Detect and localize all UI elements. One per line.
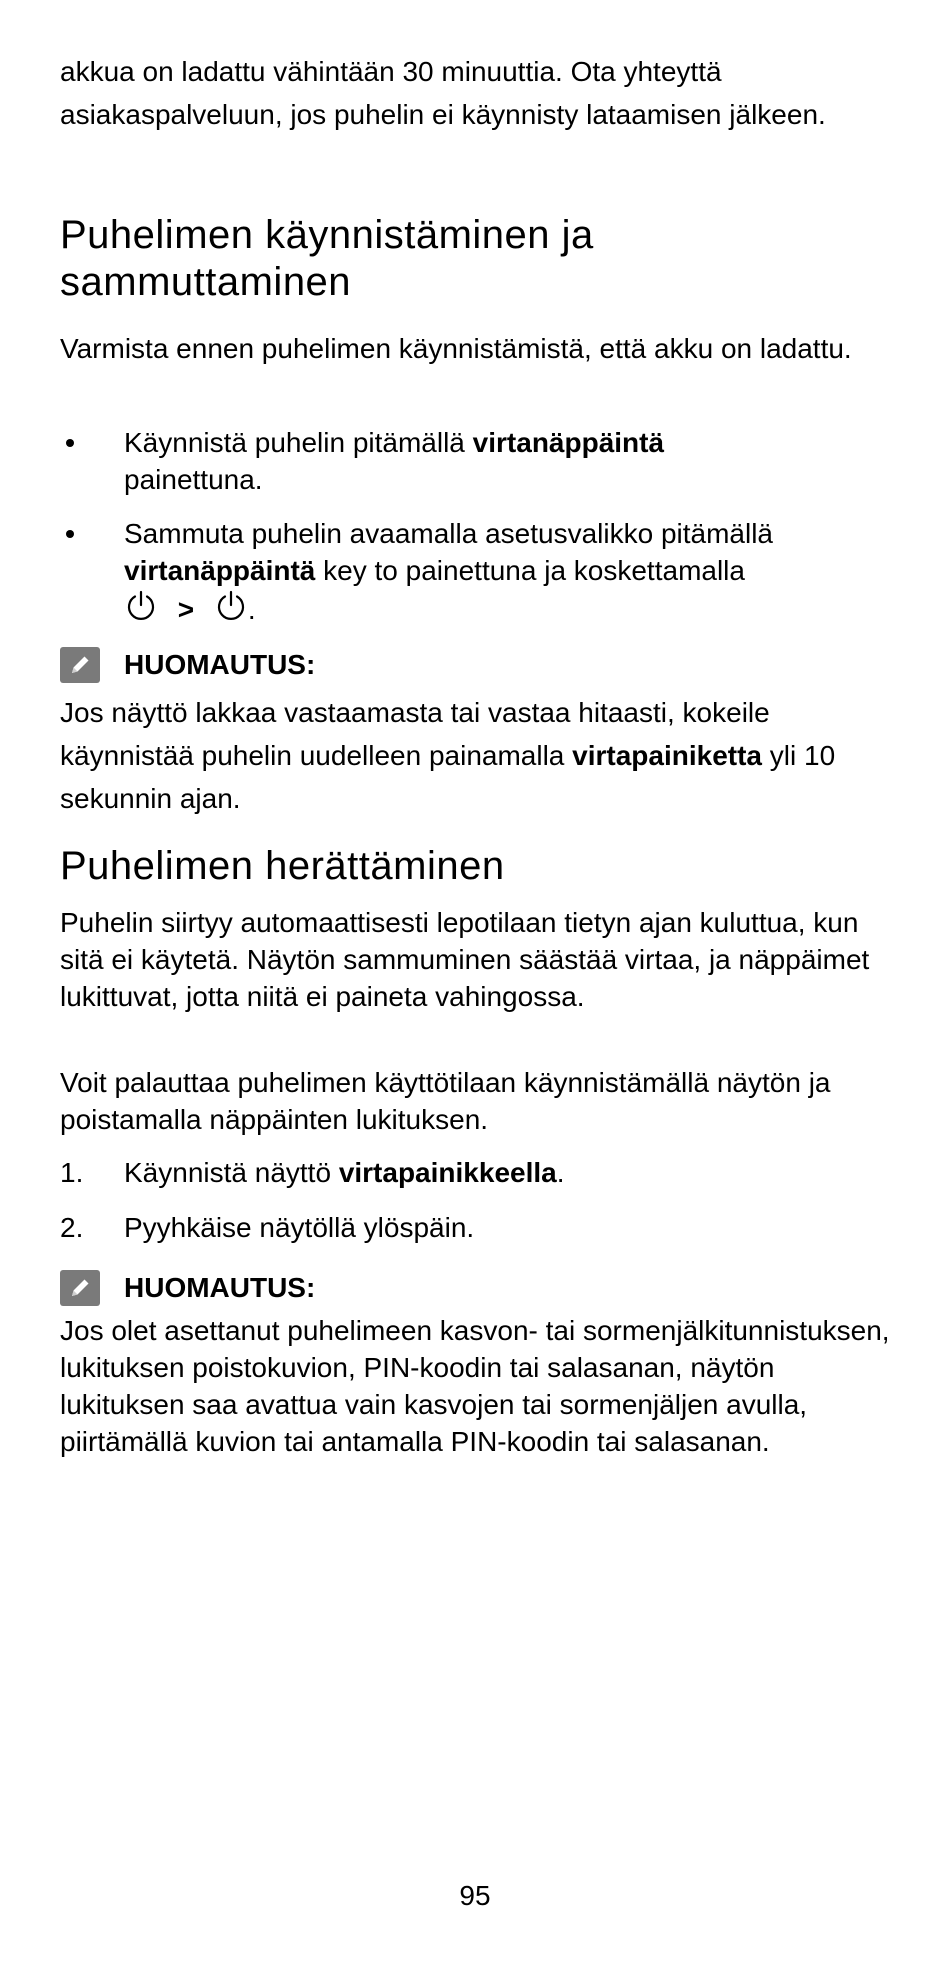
page-number: 95 [459,1880,491,1911]
bullet-dot [66,439,74,447]
note-title: HUOMAUTUS: [124,1272,316,1303]
note-paragraph [60,691,870,820]
bullet-text: . [247,594,256,625]
step-item [60,1154,890,1191]
power-icon [214,589,248,632]
bullet-item-power-off [60,515,890,632]
bullet-dot [66,530,74,538]
arrow-separator: > [177,594,195,625]
note-header [60,1268,315,1308]
step-number: 2. [60,1212,84,1243]
section-heading-line1: Puhelimen käynnistäminen ja [60,213,594,257]
bullet-text: Käynnistä puhelin pitämällä [124,427,473,458]
note-bold-term: virtapainiketta [572,740,763,771]
note-paragraph: Jos olet asettanut puhelimeen kasvon- tai sormenjälkitunnistuksen, lukituksen poistokuvion, PIN-koodin tai salasanan, näytön lukituksen saa avattua vain kasvojen tai sormenjäljen avulla, piirtämällä kuvion tai antamalla PIN-koodin tai salasanan. [60,1315,890,1457]
note-text: yli 10 sekunnin ajan. [60,740,836,814]
step-text: Käynnistä näyttö [124,1157,339,1188]
section-intro-paragraph: Varmista ennen puhelimen käynnistämistä, että akku on ladattu. [60,333,852,364]
intro-paragraph: akkua on ladattu vähintään 30 minuuttia. Ota yhteyttä asiakaspalveluun, jos puhelin ei käynnisty lataamisen jälkeen. [60,56,826,130]
bullet-text: painettuna. [124,464,263,495]
pencil-icon [60,647,100,683]
note-text: Jos näyttö lakkaa vastaamasta tai vastaa hitaasti, kokeile käynnistää puhelin uudelleen painamalla [60,697,770,771]
bullet-item-power-on [60,424,890,498]
bullet-bold-term: virtanäppäintä [472,427,665,458]
wake-paragraph: Puhelin siirtyy automaattisesti lepotilaan tietyn ajan kuluttua, kun sitä ei käytetä. Näytön sammuminen säästää virtaa, ja näppäimet lukittuvat, jotta niitä ei paineta vahingossa. [60,907,870,1012]
wake-steps-list [60,1154,890,1246]
note-title: HUOMAUTUS: [124,649,316,680]
section-heading-wake: Puhelimen herättäminen [60,844,505,888]
section-heading-power [60,212,594,306]
bullet-text: key to painettuna ja koskettamalla [315,555,745,586]
bullet-text: Sammuta puhelin avaamalla asetusvalikko pitämällä [124,518,774,549]
step-text: . [556,1157,565,1188]
step-item [60,1209,890,1246]
pencil-icon [60,1270,100,1306]
step-text: Pyyhkäise näytöllä ylöspäin. [124,1212,475,1243]
power-icon [124,589,158,632]
section-heading-line2: sammuttaminen [60,260,352,304]
note-header [60,645,315,685]
wake-paragraph-2: Voit palauttaa puhelimen käyttötilaan käynnistämällä näytön ja poistamalla näppäinten lukituksen. [60,1067,831,1135]
power-bullet-list [60,424,890,632]
bullet-bold-term: virtanäppäintä [124,555,316,586]
step-number: 1. [60,1157,84,1188]
step-bold-term: virtapainikkeella [338,1157,557,1188]
